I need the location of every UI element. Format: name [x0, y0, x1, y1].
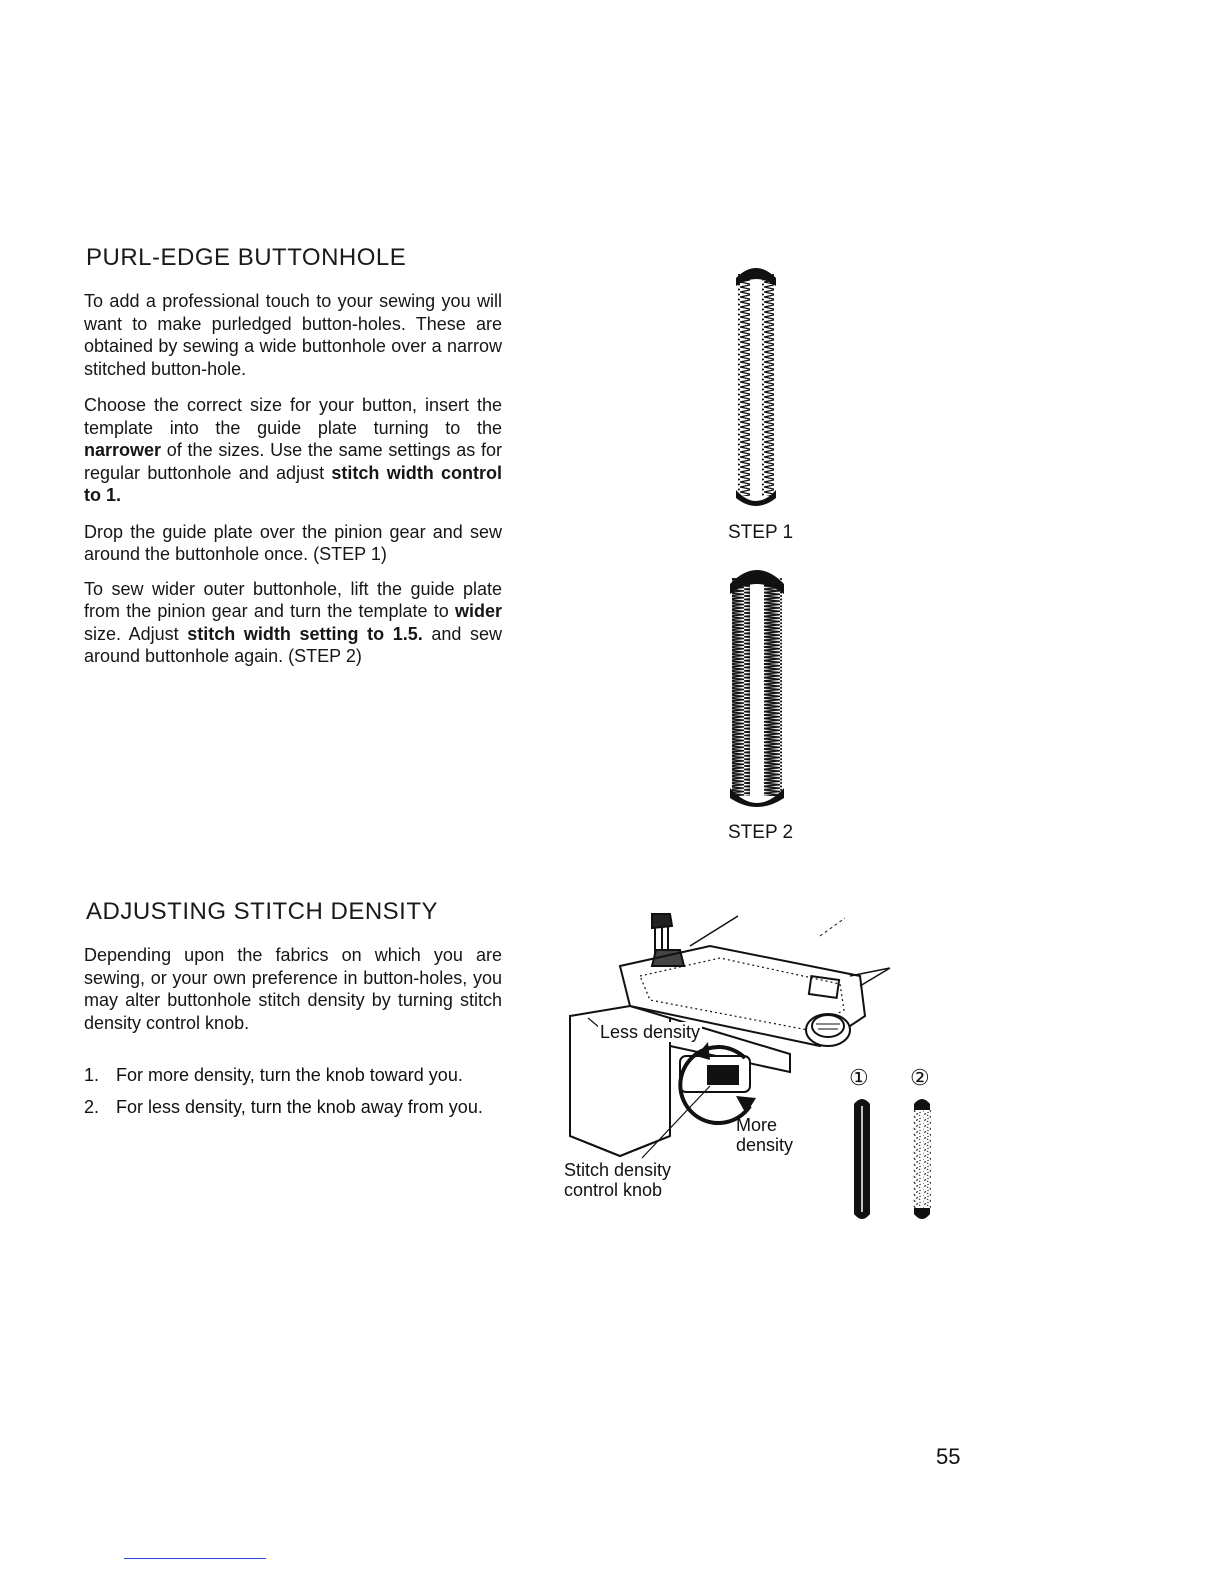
text-run: of the sizes. Use the same settings as for regular buttonhole and adjust: [84, 440, 502, 483]
list-text: For more density, turn the knob toward you.: [116, 1065, 463, 1085]
list-item: [84, 1096, 502, 1118]
bottom-rule: [124, 1558, 266, 1559]
density-steps-list: [84, 1064, 502, 1118]
right-stitch-row: [764, 578, 782, 796]
label-line: Stitch density: [564, 1160, 672, 1180]
step1-label: STEP 1: [728, 522, 794, 543]
label-more-density: More density: [736, 1115, 794, 1155]
sample-marker-2: ②: [910, 1066, 930, 1091]
text-run: size. Adjust: [84, 623, 188, 644]
list-item: [84, 1064, 502, 1086]
label-stitch-density-control-knob: [564, 1160, 671, 1200]
text-run-bold: stitch width control to 1.: [84, 462, 502, 505]
dense-stitch-sample: [848, 1096, 876, 1222]
right-stitch-row: [762, 274, 774, 496]
left-stitch-row: [732, 578, 750, 796]
purl-paragraph-3: Drop the guide plate over the pinion gear and sew around the buttonhole once. (STEP 1): [84, 521, 502, 564]
step2-buttonhole-illustration: [726, 562, 788, 812]
density-text-column: [84, 944, 502, 1118]
purl-paragraph-1: To add a professional touch to your sewing you will want to make purledged button-holes. These are obtained by sewing a wide buttonhole over a narrow stitched button-hole.: [84, 291, 502, 379]
list-number: 2.: [84, 1097, 100, 1117]
purl-paragraph-2: [84, 394, 502, 507]
text-run-bold: narrower: [84, 440, 162, 460]
text-run-bold: wider: [454, 601, 502, 621]
density-intro-paragraph: Depending upon the fabrics on which you are sewing, or your own preference in button-holes, you may alter buttonhole stitch density by turning stitch density control knob.: [84, 945, 502, 1033]
section-heading-purl-edge: PURL-EDGE BUTTONHOLE: [86, 244, 407, 271]
label-line: control knob: [564, 1180, 663, 1200]
purl-text-column: [84, 290, 502, 668]
list-number: 1.: [84, 1065, 100, 1085]
purl-paragraph-4: [84, 578, 502, 668]
sparse-stitch-sample: [908, 1096, 936, 1222]
sample-marker-1: ①: [849, 1066, 869, 1091]
label-less-density: Less density: [600, 1022, 701, 1042]
list-text: For less density, turn the knob away from you.: [116, 1097, 483, 1117]
page-number: 55: [936, 1444, 961, 1469]
step2-label: STEP 2: [728, 822, 794, 843]
text-run: and sew around buttonhole again. (STEP 2): [84, 623, 503, 666]
section-heading-stitch-density: ADJUSTING STITCH DENSITY: [86, 898, 439, 925]
text-run: Choose the correct size for your button, insert the template into the guide plate turning to the: [84, 395, 502, 438]
left-stitch-row: [738, 274, 750, 496]
step1-buttonhole-illustration: [728, 262, 784, 512]
text-run: To sew wider outer buttonhole, lift the guide plate from the pinion gear and turn the template to: [84, 578, 502, 621]
text-run-bold: stitch width setting to 1.5.: [187, 623, 423, 644]
